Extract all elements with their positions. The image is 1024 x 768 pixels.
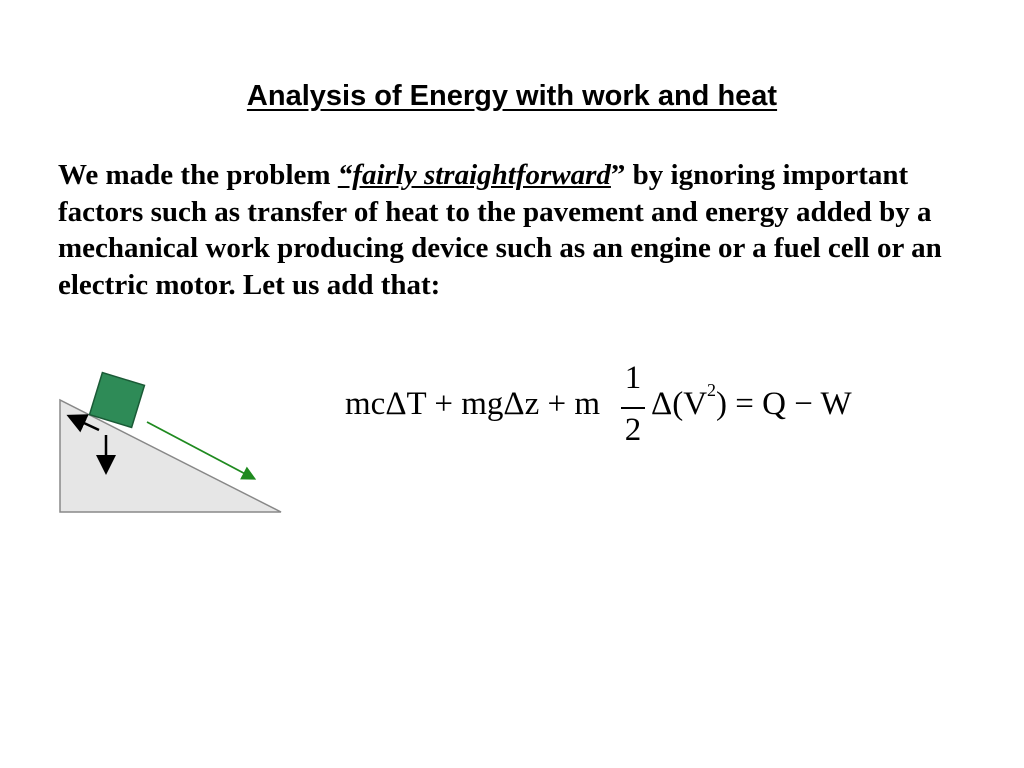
body-paragraph <box>58 157 958 303</box>
fraction-denominator: 2 <box>624 412 642 448</box>
incline-diagram <box>55 370 295 520</box>
emphasized-phrase: “fairly straightforward <box>337 159 611 191</box>
equation-exponent: 2 <box>707 380 717 400</box>
equation-lhs: mcΔT + mgΔz + m <box>345 386 601 422</box>
incline-plane <box>60 400 281 512</box>
fraction-bar <box>621 407 645 409</box>
equation-rhs-end: ) = Q − W <box>716 386 852 422</box>
equation-rhs <box>651 380 852 423</box>
paragraph-text-end: ” by ignoring important factors such as transfer of heat to the pavement and energy added by a mechanical work producing device such as an engine or a fuel cell or an electric motor. Let us add that: <box>58 159 942 301</box>
paragraph-text-start: We made the problem <box>58 159 338 191</box>
fraction-numerator: 1 <box>624 360 642 396</box>
slide-title: Analysis of Energy with work and heat <box>246 80 778 112</box>
energy-equation <box>345 362 885 452</box>
equation-delta-v: Δ(V <box>651 386 708 422</box>
